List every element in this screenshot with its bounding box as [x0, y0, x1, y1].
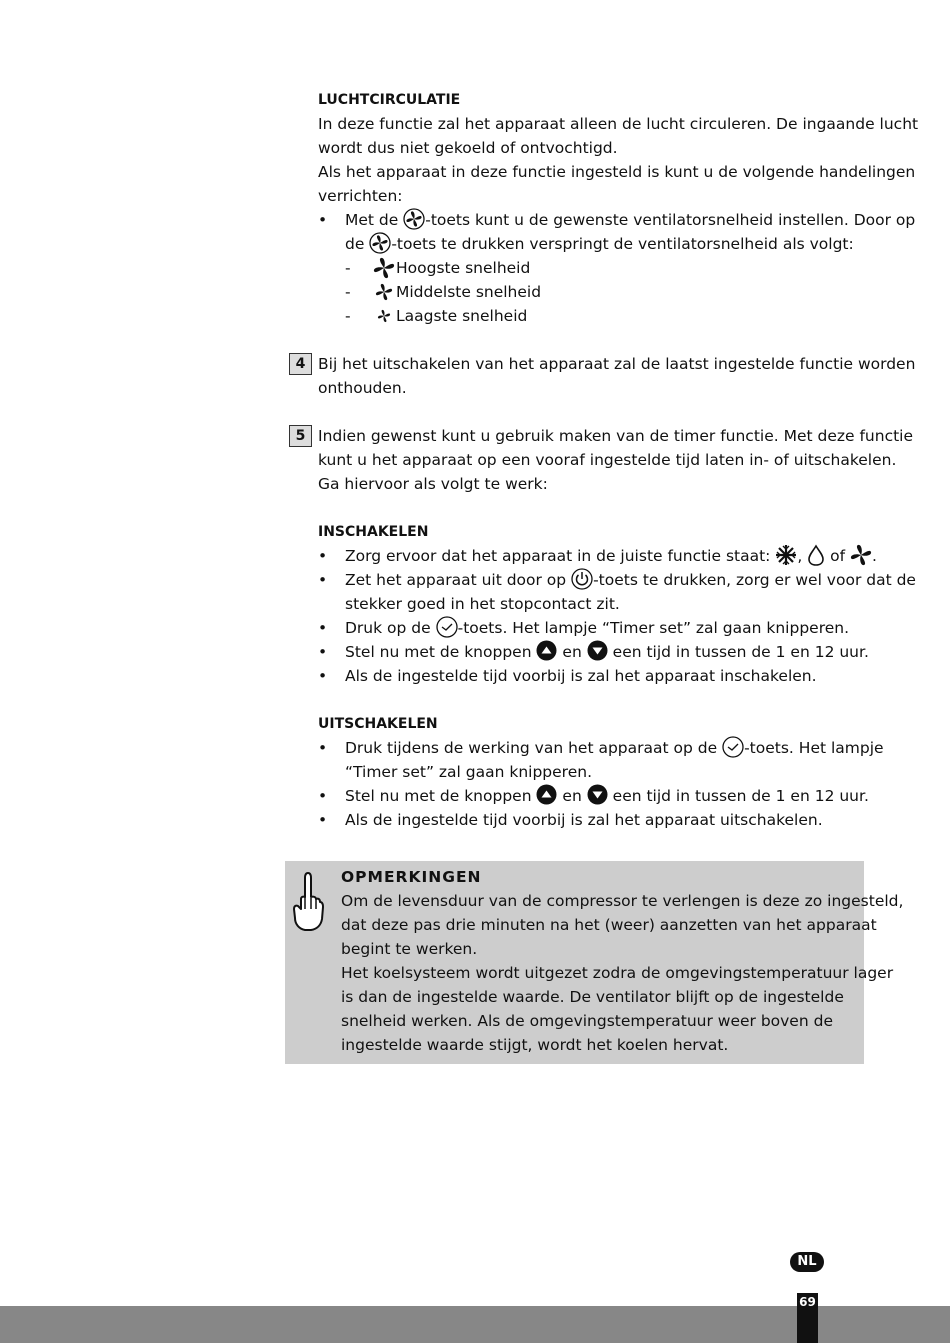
bullet-continuation: “Timer set” zal gaan knipperen. — [345, 763, 593, 781]
bullet-item: • Zet het apparaat uit door op -toets te drukken, zorg er wel voor dat de — [318, 568, 867, 592]
fan-icon — [850, 544, 872, 566]
step5-text: Ga hiervoor als volgt te werk: — [318, 475, 548, 493]
bullet-item: • Druk op de -toets. Het lampje “Timer set” zal gaan knipperen. — [318, 616, 867, 640]
note-line: ingestelde waarde stijgt, wordt het koelen hervat. — [341, 1036, 729, 1054]
timer-button-icon — [722, 736, 744, 758]
down-button-icon — [587, 640, 608, 661]
bullet-continuation: de -toets te drukken verspringt de ventilatorsnelheid als volgt: — [345, 232, 867, 256]
step5-text: kunt u het apparaat op een vooraf ingestelde tijd laten in- of uitschakelen. — [318, 451, 897, 469]
fan-low-icon — [373, 304, 395, 328]
note-line: is dan de ingestelde waarde. De ventilator blijft op de ingestelde — [341, 988, 844, 1006]
bullet-item: • Stel nu met de knoppen en een tijd in tussen de 1 en 12 uur. — [318, 640, 867, 664]
text-line: Als het apparaat in deze functie ingesteld is kunt u de volgende handelingen — [318, 163, 916, 181]
fan-button-icon — [369, 232, 391, 254]
text-line: wordt dus niet gekoeld of ontvochtigd. — [318, 139, 618, 157]
power-button-icon — [571, 568, 593, 590]
bullet-item: • Met de -toets kunt u de gewenste ventilatorsnelheid instellen. Door op — [318, 208, 867, 232]
bullet-item: • Als de ingestelde tijd voorbij is zal het apparaat inschakelen. — [318, 664, 867, 688]
up-button-icon — [536, 640, 557, 661]
cooling-snowflake-icon — [775, 544, 797, 566]
page-number: 69 — [797, 1293, 818, 1343]
bullet-item: • Als de ingestelde tijd voorbij is zal het apparaat uitschakelen. — [318, 808, 867, 832]
text-line: verrichten: — [318, 187, 403, 205]
bullet-item: • Zorg ervoor dat het apparaat in de juiste functie staat: , of . — [318, 544, 867, 568]
step5-text: Indien gewenst kunt u gebruik maken van de timer functie. Met deze functie — [318, 427, 914, 445]
section-heading-switch-off: UITSCHAKELEN — [318, 716, 438, 732]
speed-item-high: - Hoogste snelheid — [345, 256, 545, 280]
notes-title: OPMERKINGEN — [341, 868, 482, 886]
bullet-continuation: stekker goed in het stopcontact zit. — [345, 595, 620, 613]
speed-item-low: - Laagste snelheid — [345, 304, 545, 328]
note-line: begint te werken. — [341, 940, 478, 958]
bullet-item: • Stel nu met de knoppen en een tijd in tussen de 1 en 12 uur. — [318, 784, 867, 808]
pointing-hand-icon — [291, 871, 325, 933]
step4-text: Bij het uitschakelen van het apparaat zal de laatst ingestelde functie worden — [318, 355, 916, 373]
dehumidify-drop-icon — [807, 544, 825, 566]
fan-mid-icon — [373, 280, 395, 304]
step-number-4: 4 — [289, 353, 312, 375]
bullet-item: • Druk tijdens de werking van het apparaat op de -toets. Het lampje — [318, 736, 867, 760]
down-button-icon — [587, 784, 608, 805]
note-line: Het koelsysteem wordt uitgezet zodra de omgevingstemperatuur lager — [341, 964, 894, 982]
text-line: In deze functie zal het apparaat alleen de lucht circuleren. De ingaande lucht — [318, 115, 919, 133]
up-button-icon — [536, 784, 557, 805]
section-heading-circulation: LUCHTCIRCULATIE — [318, 92, 461, 108]
fan-button-icon — [403, 208, 425, 230]
step-number-5: 5 — [289, 425, 312, 447]
timer-button-icon — [436, 616, 458, 638]
note-line: dat deze pas drie minuten na het (weer) aanzetten van het apparaat — [341, 916, 877, 934]
notes-box — [285, 861, 904, 1064]
section-heading-switch-on: INSCHAKELEN — [318, 524, 429, 540]
step4-text: onthouden. — [318, 379, 407, 397]
note-line: snelheid werken. Als de omgevingstemperatuur weer boven de — [341, 1012, 833, 1030]
fan-high-icon — [373, 256, 395, 280]
speed-item-mid: - Middelste snelheid — [345, 280, 545, 304]
language-badge: NL — [790, 1252, 824, 1272]
note-line: Om de levensduur van de compressor te verlengen is deze zo ingesteld, — [341, 892, 904, 910]
